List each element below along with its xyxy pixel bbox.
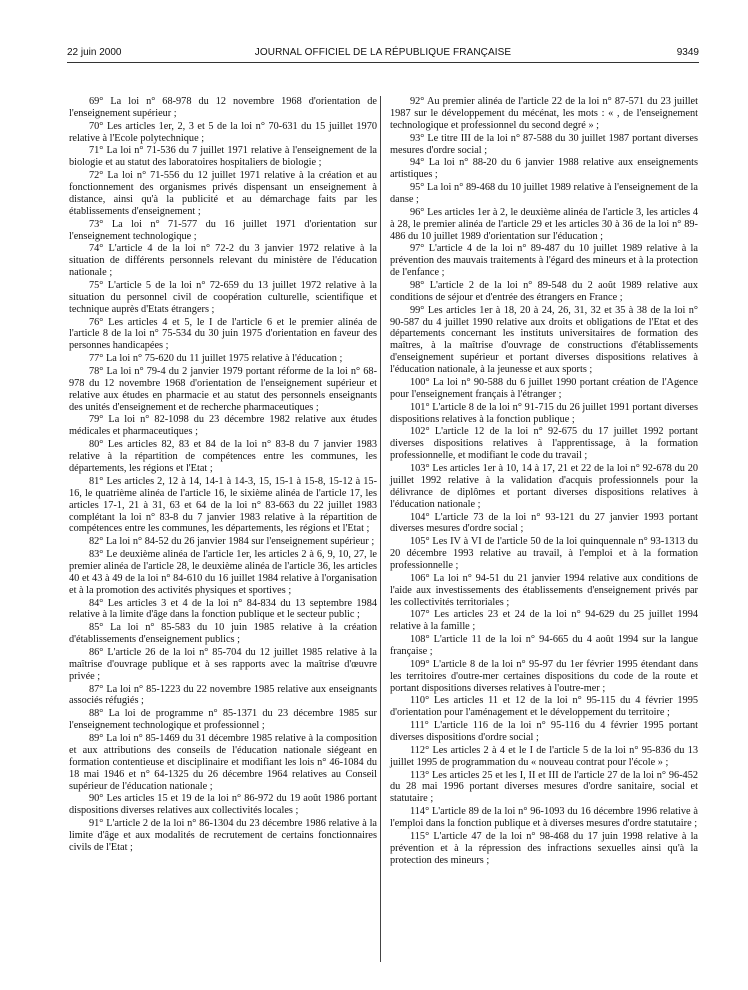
list-item: 79° La loi n° 82-1098 du 23 décembre 1982 relative aux études médicales et pharmaceutiques ; [69,414,377,438]
list-item: 95° La loi n° 89-468 du 10 juillet 1989 relative à l'enseignement de la danse ; [390,182,698,205]
list-item: 84° Les articles 3 et 4 de la loi n° 84-834 du 13 septembre 1984 relative à la limite d'âge dans la fonction publique et le secteur public ; [69,597,377,621]
list-item: 87° La loi n° 85-1223 du 22 novembre 1985 relative aux enseignants associés réfugiés ; [69,683,377,707]
list-item: 105° Les IV à VI de l'article 50 de la loi quinquennale n° 93-1313 du 20 décembre 1993 relative au travail, à l'emploi et à la formation professionnelle ; [390,536,698,572]
list-item: 107° Les articles 23 et 24 de la loi n° 94-629 du 25 juillet 1994 relative à la famille ; [390,609,698,633]
list-item: 110° Les articles 11 et 12 de la loi n° 95-115 du 4 février 1995 d'orientation pour l'aménagement et le développement du territoire ; [390,695,698,719]
list-item: 88° La loi de programme n° 85-1371 du 23 décembre 1985 sur l'enseignement technologique et professionnel ; [69,708,377,732]
list-item: 85° La loi n° 85-583 du 10 juin 1985 relative à la création d'établissements d'enseignement publics ; [69,622,377,646]
list-item: 112° Les articles 2 à 4 et le I de l'article 5 de la loi n° 95-836 du 13 juillet 1995 de programmation du « nouveau contrat pour l'école » ; [390,744,698,768]
list-item: 100° La loi n° 90-588 du 6 juillet 1990 portant création de l'Agence pour l'enseignement français à l'étranger ; [390,376,698,400]
list-item: 101° L'article 8 de la loi n° 91-715 du 26 juillet 1991 portant diverses dispositions relatives à la fonction publique ; [390,401,698,425]
list-item: 109° L'article 8 de la loi n° 95-97 du 1er février 1995 étendant dans les territoires d'outre-mer certaines dispositions du code de la route et portant dispositions diverses relatives à l'outre-mer ; [390,658,698,694]
list-item: 115° L'article 47 de la loi n° 98-468 du 17 juin 1998 relative à la prévention et à la répression des infractions sexuelles ainsi qu'à la protection des mineurs ; [390,830,698,866]
header-rule [67,62,699,63]
list-item: 76° Les articles 4 et 5, le I de l'article 6 et le premier alinéa de l'article 8 de la loi n° 75-534 du 30 juin 1975 d'orientation en faveur des personnes handicapées ; [69,316,377,352]
list-item: 106° La loi n° 94-51 du 21 janvier 1994 relative aux conditions de l'aide aux investissements des établissements d'enseignement privés par les collectivités territoriales ; [390,572,698,608]
page-header [67,44,699,62]
list-item: 90° Les articles 15 et 19 de la loi n° 86-972 du 19 août 1986 portant dispositions diverses relatives aux collectivités locales ; [69,793,377,817]
list-item: 103° Les articles 1er à 10, 14 à 17, 21 et 22 de la loi n° 92-678 du 20 juillet 1992 relative à la validation d'acquis professionnels pour la délivrance de diplômes et portant diverses dispositions relatives à l'éducation nationale ; [390,462,698,510]
list-item: 70° Les articles 1er, 2, 3 et 5 de la loi n° 70-631 du 15 juillet 1970 relative à l'Ecole polytechnique ; [69,120,377,144]
list-item: 93° Le titre III de la loi n° 87-588 du 30 juillet 1987 portant diverses mesures d'ordre social ; [390,132,698,156]
list-item: 89° La loi n° 85-1469 du 31 décembre 1985 relative à la composition et aux attributions des conseils de l'éducation nationale siégeant en formation contentieuse et disciplinaire et modifiant les lois n° 46-1084 du 18 mai 1946 et n° 64-1325 du 26 décembre 1964 relatives au Conseil supérieur de l'éducation nationale ; [69,732,377,792]
list-item: 102° L'article 12 de la loi n° 92-675 du 17 juillet 1992 portant diverses dispositions relatives à l'apprentissage, à la formation professionnelle, et modifiant le code du travail ; [390,426,698,462]
left-column [69,96,377,980]
list-item: 78° La loi n° 79-4 du 2 janvier 1979 portant réforme de la loi n° 68-978 du 12 novembre 1968 d'orientation de l'enseignement supérieur et relative aux études en pharmacie et au statut des personnels enseignants des unités d'enseignement et de recherche pharmaceutiques ; [69,365,377,413]
list-item: 97° L'article 4 de la loi n° 89-487 du 10 juillet 1989 relative à la prévention des mauvais traitements à l'égard des mineurs et à la protection de l'enfance ; [390,243,698,279]
list-item: 74° L'article 4 de la loi n° 72-2 du 3 janvier 1972 relative à la situation de différents personnels relevant du ministère de l'éducation nationale ; [69,243,377,279]
list-item: 108° L'article 11 de la loi n° 94-665 du 4 août 1994 sur la langue française ; [390,634,698,658]
list-item: 80° Les articles 82, 83 et 84 de la loi n° 83-8 du 7 janvier 1983 relative à la répartition de compétences entre les communes, les départements, les régions et l'Etat ; [69,439,377,474]
list-item: 81° Les articles 2, 12 à 14, 14-1 à 14-3, 15, 15-1 à 15-8, 15-12 à 15-16, le quatrième alinéa de l'article 16, le sixième alinéa de l'article 17, les articles 17-1, 21 à 31, 63 et 64 de la loi n° 83-663 du 22 juillet 1983 complétant la loi n° 83-8 du 7 janvier 1983 relative à la répartition de compétences entre les communes, les départements, les régions et l'Etat ; [69,475,377,535]
list-item: 92° Au premier alinéa de l'article 22 de la loi n° 87-571 du 23 juillet 1987 sur le développement du mécénat, les mots : « , de l'enseignement technologique et professionnel du second degré » ; [390,96,698,131]
list-item: 82° La loi n° 84-52 du 26 janvier 1984 sur l'enseignement supérieur ; [89,536,375,548]
list-item: 113° Les articles 25 et les I, II et III de l'article 27 de la loi n° 96-452 du 28 mai 1996 portant diverses mesures d'ordre sanitaire, social et statutaire ; [390,769,698,805]
list-item: 69° La loi n° 68-978 du 12 novembre 1968 d'orientation de l'enseignement supérieur ; [69,96,377,119]
list-item: 96° Les articles 1er à 2, le deuxième alinéa de l'article 3, les articles 4 à 28, le premier alinéa de l'article 29 et les articles 30 à 36 de la loi n° 89-486 du 10 juillet 1989 d'orientation sur l'éducation ; [390,206,698,242]
list-item: 83° Le deuxième alinéa de l'article 1er, les articles 2 à 6, 9, 10, 27, le premier alinéa de l'article 28, le deuxième alinéa de l'article 36, les articles 40 et 43 à 49 de la loi n° 84-610 du 16 juillet 1984 relative à l'organisation et à la promotion des activités physiques et sportives ; [69,549,377,596]
list-item: 77° La loi n° 75-620 du 11 juillet 1975 relative à l'éducation ; [89,353,343,365]
list-item: 75° L'article 5 de la loi n° 72-659 du 13 juillet 1972 relative à la situation du personnel civil de coopération culturelle, scientifique et technique auprès d'Etats étrangers ; [69,279,377,315]
list-item: 98° L'article 2 de la loi n° 89-548 du 2 août 1989 relative aux conditions de séjour et d'entrée des étrangers en France ; [390,279,698,303]
list-item: 111° L'article 116 de la loi n° 95-116 du 4 février 1995 portant diverses dispositions d'ordre social ; [390,720,698,744]
right-column [390,96,698,980]
list-item: 94° La loi n° 88-20 du 6 janvier 1988 relative aux enseignements artistiques ; [390,157,698,181]
list-item: 72° La loi n° 71-556 du 12 juillet 1971 relative à la création et au fonctionnement des organismes privés dispensant un enseignement à distance, ainsi qu'à la publicité et au démarchage faits par les établissements d'enseignement ; [69,170,377,217]
list-item: 71° La loi n° 71-536 du 7 juillet 1971 relative à l'enseignement de la biologie et au statut des laboratoires hospitaliers de biologie ; [69,145,377,169]
list-item: 73° La loi n° 71-577 du 16 juillet 1971 d'orientation sur l'enseignement technologique ; [69,218,377,242]
list-item: 91° L'article 2 de la loi n° 86-1304 du 23 décembre 1986 relative à la limite d'âge et aux modalités de recrutement de certains fonctionnaires civils de l'Etat ; [69,818,377,853]
list-item: 114° L'article 89 de la loi n° 96-1093 du 16 décembre 1996 relative à l'emploi dans la fonction publique et à diverses mesures d'ordre statutaire ; [390,806,698,830]
list-item: 99° Les articles 1er à 18, 20 à 24, 26, 31, 32 et 35 à 38 de la loi n° 90-587 du 4 juillet 1990 relative aux droits et obligations de l'Etat et des départements concernant les instituts universitaires de formation des maîtres, à la maîtrise d'ouvrage de constructions d'établissements d'enseignement supérieur et portant diverses dispositions relatives à l'éducation nationale, à la jeunesse et aux sports ; [390,304,698,376]
column-divider [380,96,381,962]
list-item: 104° L'article 73 de la loi n° 93-121 du 27 janvier 1993 portant diverses mesures d'ordre social ; [390,511,698,535]
header-date: 22 juin 2000 [67,47,122,58]
list-item: 86° L'article 26 de la loi n° 85-704 du 12 juillet 1985 relative à la maîtrise d'ouvrage publique et à ses rapports avec la maîtrise d'œuvre privée ; [69,646,377,682]
page-number: 9349 [676,47,699,58]
journal-title: JOURNAL OFFICIEL DE LA RÉPUBLIQUE FRANÇAISE [254,47,512,58]
